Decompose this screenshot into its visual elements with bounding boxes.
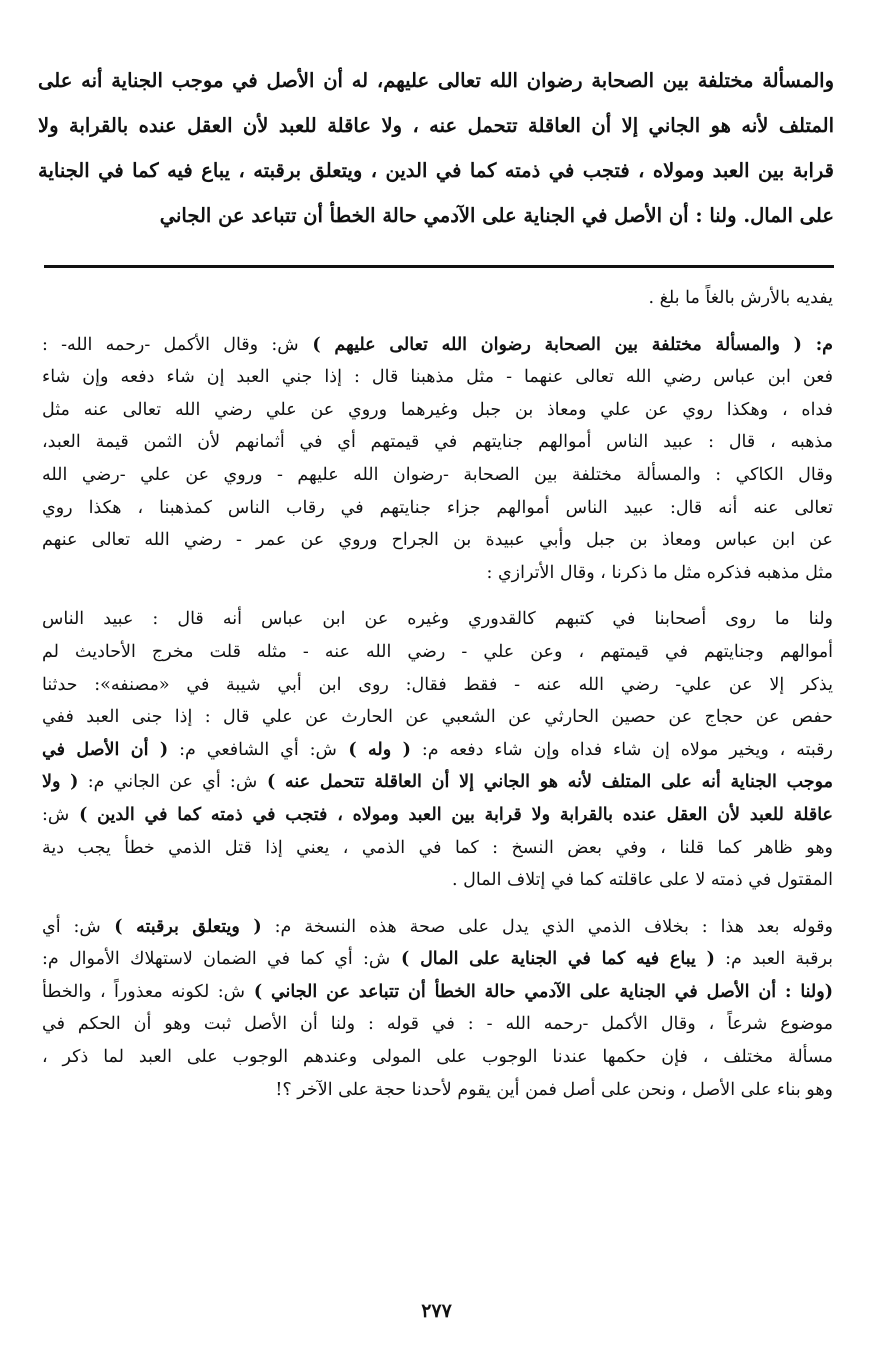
matn-quote: ( أن الأصل في (42, 739, 169, 760)
commentary-line: يفديه بالأرش بالغاً ما بلغ . (648, 288, 833, 308)
commentary-text: حفص عن حجاج عن حصين الحارثي عن الشعبي عن الحارث عن علي قال : إذا جنى العبد ففي (42, 707, 833, 728)
commentary-line (42, 603, 833, 636)
commentary-text: ش: (42, 804, 70, 825)
commentary-line (42, 701, 833, 734)
commentary-text: ولنا ما روى أصحابنا في كتبهم كالقدوري وغيره عن ابن عباس أنه قال : عبيد الناس (42, 609, 833, 630)
commentary-paragraph-1 (42, 282, 833, 315)
commentary-line (42, 426, 833, 459)
commentary-text: مثل مذهبه فذكره مثل ما ذكرنا ، وقال الأترازي : (486, 562, 833, 583)
section-divider (44, 265, 834, 268)
matn-quote: م: ( والمسألة مختلفة بين الصحابة رضوان الله تعالى عليهم ) (298, 334, 833, 355)
commentary-text: يذكر إلا عن علي- رضي الله عنه - فقط فقال: روى ابن أبي شيبة في «مصنفه»: حدثنا (42, 674, 833, 695)
main-text-line: على المال. ولنا : أن الأصل في الجناية على الآدمي حالة الخطأ أن تتباعد عن الجاني (159, 204, 834, 227)
commentary-text: ش: أي الشافعي م: (168, 739, 337, 760)
commentary-line (42, 394, 833, 427)
commentary-text: وقوله بعد هذا : بخلاف الذمي الذي يدل على صحة هذه النسخة م: (261, 916, 833, 937)
commentary-text: وهو ظاهر كما قلنا ، وفي بعض النسخ : كما في الذمي ، يعني إذا قتل الذمي خطأ يجب دية (42, 837, 833, 858)
commentary-text: موضوع شرعاً ، وقال الأكمل -رحمه الله - : في قوله : ولنا أن الأصل ثبت وهو أن الحكم في (42, 1014, 833, 1035)
commentary-line (42, 636, 833, 669)
commentary-line (42, 329, 833, 362)
matn-quote: ( وله ) (336, 739, 411, 760)
commentary-line (42, 911, 833, 944)
commentary-text: مسألة مختلف ، فإن حكمها عندنا الوجوب على المولى وعندهم الوجوب على العبد لما ذكر ، (42, 1047, 833, 1068)
main-text-line: المتلف لأنه هو الجاني إلا أن العاقلة تتحمل عنه ، ولا عاقلة للعبد لأن العقل عنده بالقرابة ولا (38, 114, 834, 137)
commentary-text: ش: وقال الأكمل -رحمه الله- : (42, 334, 299, 355)
commentary-line (42, 669, 833, 702)
commentary-line (42, 976, 833, 1009)
matn-quote: ( ولا (42, 772, 79, 793)
commentary-line (42, 734, 833, 767)
commentary-text: رقبته ، ويخير مولاه إن شاء فداه وإن شاء دفعه م: (410, 739, 833, 760)
commentary-line (42, 864, 833, 897)
commentary-text: برقبة العبد م: (714, 949, 833, 970)
commentary-text: مذهبه ، قال : عبيد الناس أموالهم جنايتهم في قيمتهم أي في أثمانهم لأن الثمن قيمة العبد، (42, 432, 833, 453)
matn-quote: ( يباع فيه كما في الجناية على المال ) (390, 949, 715, 970)
commentary-line (42, 1041, 833, 1074)
commentary-line (42, 832, 833, 865)
matn-quote: ( ويتعلق برقبته ) (100, 916, 262, 937)
commentary-text: ش: أي (42, 916, 101, 937)
matn-quote: (ولنا : أن الأصل في الجناية على الآدمي حالة الخطأ أن تتباعد عن الجاني ) (244, 981, 833, 1002)
commentary-line (42, 1074, 833, 1107)
commentary-block (42, 282, 833, 1106)
commentary-paragraph-3 (42, 603, 833, 896)
commentary-line (42, 361, 833, 394)
commentary-line (42, 492, 833, 525)
commentary-line (42, 524, 833, 557)
commentary-line (42, 1008, 833, 1041)
commentary-text: أموالهم وجنايتهم في قيمتهم ، وعن علي - رضي الله عنه - مثله قلت مخرج الأحاديث لم (42, 641, 833, 662)
commentary-line (42, 766, 833, 799)
commentary-paragraph-2 (42, 329, 833, 590)
commentary-text: وهو بناء على الأصل ، ونحن على أصل فمن أين يقوم لأحدنا حجة على الآخر ؟! (275, 1079, 833, 1100)
commentary-text: ش: أي كما في الضمان لاستهلاك الأموال م: (42, 949, 391, 970)
matn-quote: عاقلة للعبد لأن العقل عنده بالقرابة ولا قرابة بين العبد ومولاه ، فتجب في ذمته كما في الدين ) (69, 804, 833, 825)
main-text-line: قرابة بين العبد ومولاه ، فتجب في ذمته كما في الدين ، ويتعلق برقبته ، يباع فيه كما في الجناية (38, 159, 834, 182)
main-text-block (38, 58, 834, 238)
commentary-text: المقتول في ذمته لا على عاقلته كما في إتلاف المال . (452, 870, 833, 891)
commentary-line (42, 459, 833, 492)
page-number: ٢٧٧ (421, 1300, 452, 1322)
commentary-text: ش: أي عن الجاني م: (78, 772, 258, 793)
commentary-text: وقال الكاكي : والمسألة مختلفة بين الصحابة -رضوان الله عليهم - وروي عن علي -رضي الله (42, 464, 833, 485)
main-text-line: والمسألة مختلفة بين الصحابة رضوان الله تعالى عليهم، له أن الأصل في موجب الجناية أنه على (38, 69, 834, 92)
matn-quote: موجب الجناية أنه على المتلف لأنه هو الجاني إلا أن العاقلة تتحمل عنه ) (257, 772, 833, 793)
commentary-line (42, 799, 833, 832)
commentary-text: عن ابن عباس ومعاذ بن جبل وأبي عبيدة بن الجراح وروي عن عمر - رضي الله تعالى عنهم (42, 530, 833, 551)
commentary-text: فعن ابن عباس رضي الله تعالى عنهما - مثل مذهبنا قال : إذا جني العبد إن شاء دفعه وإن شاء (42, 367, 833, 388)
commentary-paragraph-4 (42, 911, 833, 1107)
commentary-text: تعالى عنه أنه قال: عبيد الناس أموالهم جزاء جنايتهم في رقاب الناس كمذهبنا ، هكذا روي (42, 497, 833, 518)
commentary-line (42, 943, 833, 976)
commentary-text: ش: لكونه معذوراً ، والخطأ (42, 981, 245, 1002)
commentary-text: فداه ، وهكذا روي عن علي ومعاذ بن جبل وغيرهما وروي عن علي رضي الله تعالى عنه مثل (42, 399, 833, 420)
commentary-line (42, 557, 833, 590)
